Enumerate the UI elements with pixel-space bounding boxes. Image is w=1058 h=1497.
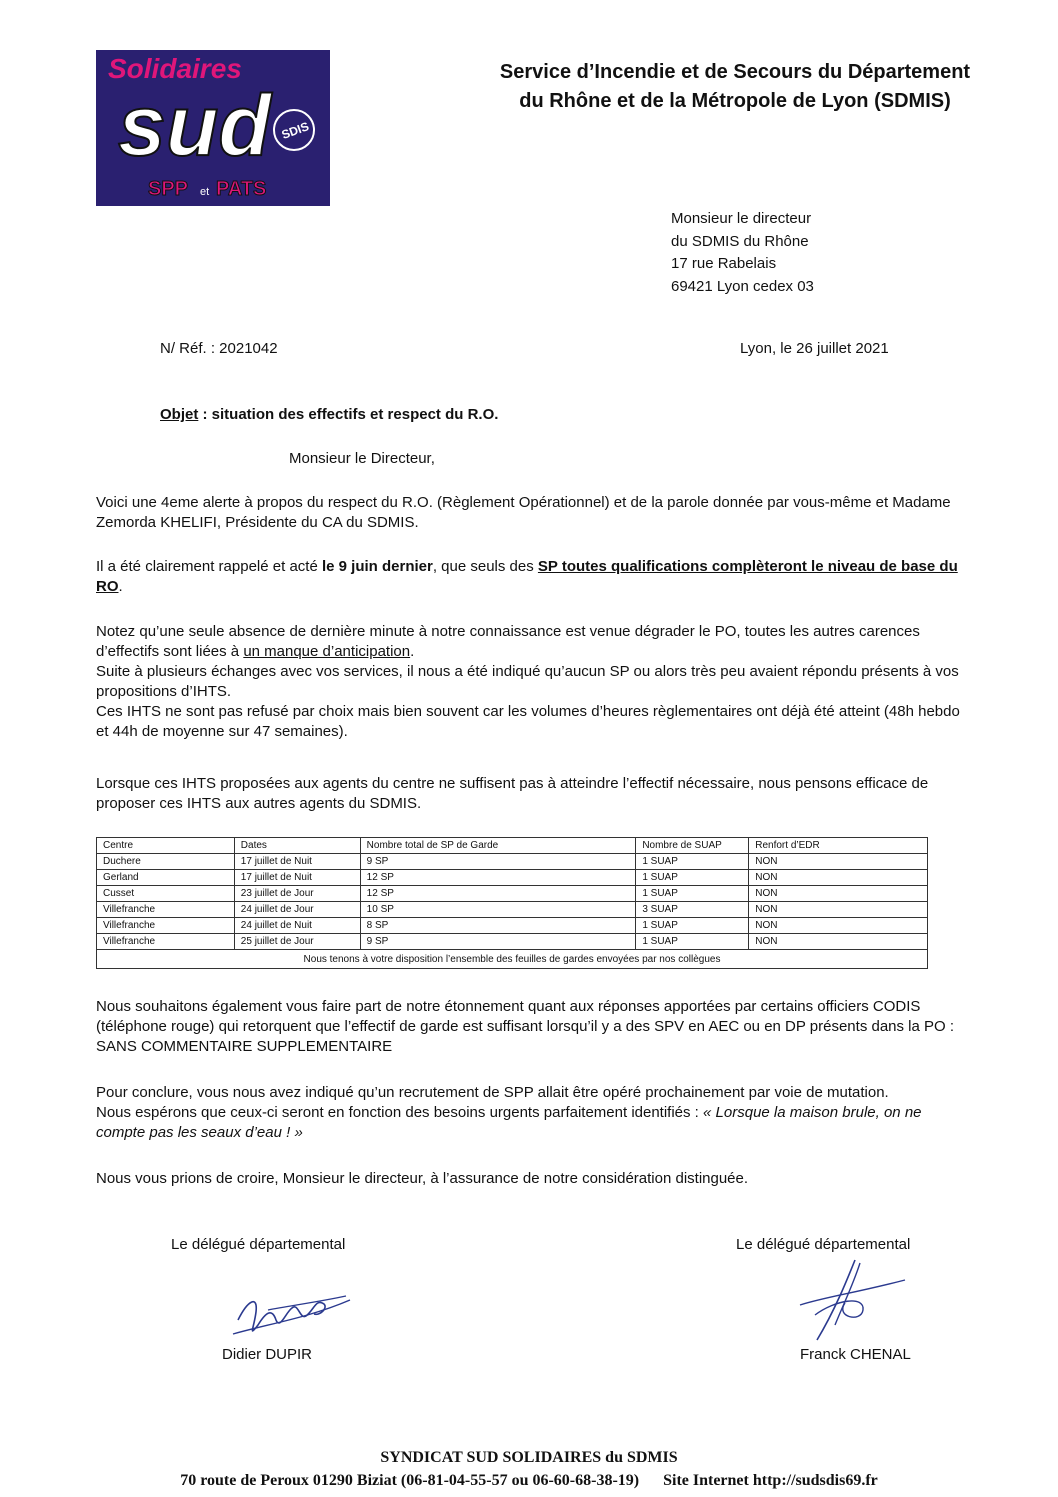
table-cell: NON <box>749 886 928 902</box>
closing-formula <box>96 1169 966 1189</box>
table-cell: NON <box>749 918 928 934</box>
table-cell: NON <box>749 934 928 950</box>
table-cell: Duchere <box>97 854 235 870</box>
paragraph-text: . <box>410 643 415 660</box>
paragraph-4 <box>96 774 966 814</box>
table-cell: NON <box>749 870 928 886</box>
table-cell: 12 SP <box>360 886 636 902</box>
paragraph-text: . <box>118 578 123 595</box>
paragraph-1 <box>96 493 966 533</box>
signature-right-name: Franck CHENAL <box>800 1346 911 1363</box>
footer-line-1: SYNDICAT SUD SOLIDAIRES du SDMIS <box>380 1449 678 1466</box>
table-cell: 1 SUAP <box>636 886 749 902</box>
table-row <box>97 854 928 870</box>
paragraph-quote: « Lorsque la maison brule, on ne compte pas les seaux d’eau ! » <box>96 1104 922 1141</box>
table-cell: 24 juillet de Nuit <box>234 918 360 934</box>
table-cell: Gerland <box>97 870 235 886</box>
letter-date: Lyon, le 26 juillet 2021 <box>740 340 889 357</box>
paragraph-text: Ces IHTS ne sont pas refusé par choix mais bien souvent car les volumes d’heures règlementaires ont déjà été atteint (48h hebdo et 44h de moyenne sur 47 semaines). <box>96 703 960 740</box>
column-header: Nombre de SUAP <box>636 838 749 854</box>
logo-graphic <box>96 50 330 206</box>
table-row <box>97 870 928 886</box>
logo-bottom-text-a: SPP <box>148 178 189 200</box>
paragraph-text: Notez qu’une seule absence de dernière minute à notre connaissance est venue dégrader le PO, toutes les autres carences d’effectifs sont liées à <box>96 623 920 660</box>
table-cell: 9 SP <box>360 934 636 950</box>
paragraph-text: Nous vous prions de croire, Monsieur le directeur, à l’assurance de notre considération distinguée. <box>96 1170 749 1187</box>
table-cell: 10 SP <box>360 902 636 918</box>
header-title <box>440 58 1030 116</box>
recipient-address <box>671 208 814 298</box>
table-cell: Villefranche <box>97 934 235 950</box>
column-header: Nombre total de SP de Garde <box>360 838 636 854</box>
table-footer-row <box>97 950 928 969</box>
paragraph-emphasis: SP toutes qualifications complèteront le niveau de base du RO <box>96 558 958 595</box>
page-footer <box>0 1446 1058 1492</box>
paragraph-6 <box>96 1083 966 1143</box>
table-cell: 8 SP <box>360 918 636 934</box>
logo-badge-text: SDIS <box>279 119 311 142</box>
paragraph-text: Nous espérons que ceux-ci seront en fonction des besoins urgents parfaitement identifiés : <box>96 1104 704 1121</box>
table-cell: 1 SUAP <box>636 854 749 870</box>
paragraph-underline: un manque d’anticipation <box>243 643 411 660</box>
table-cell: Villefranche <box>97 902 235 918</box>
paragraph-2 <box>96 557 966 597</box>
reference: N/ Réf. : 2021042 <box>160 340 278 357</box>
paragraph-5 <box>96 997 966 1057</box>
paragraph-text: Voici une 4eme alerte à propos du respect du R.O. (Règlement Opérationnel) et de la parole donnée par vous-même et Madame Zemorda KHELIFI, Présidente du CA du SDMIS. <box>96 494 951 531</box>
footer-line-2: 70 route de Peroux 01290 Biziat (06-81-04-55-57 ou 06-60-68-38-19) Site Internet http://sudsdis69.fr <box>180 1472 878 1489</box>
table-row <box>97 934 928 950</box>
table-cell: 23 juillet de Jour <box>234 886 360 902</box>
table-cell: 1 SUAP <box>636 870 749 886</box>
table-cell: Villefranche <box>97 918 235 934</box>
table-cell: 17 juillet de Nuit <box>234 854 360 870</box>
column-header: Renfort d’EDR <box>749 838 928 854</box>
paragraph-text: Lorsque ces IHTS proposées aux agents du centre ne suffisent pas à atteindre l’effectif nécessaire, nous pensons efficace de proposer ces IHTS aux autres agents du SDMIS. <box>96 775 929 812</box>
table-cell: 1 SUAP <box>636 934 749 950</box>
signature-left-image <box>228 1290 358 1344</box>
address-line: 17 rue Rabelais <box>671 255 777 272</box>
signature-left-name: Didier DUPIR <box>222 1346 313 1363</box>
salutation: Monsieur le Directeur, <box>289 450 435 467</box>
column-header: Dates <box>234 838 360 854</box>
paragraph-text: Suite à plusieurs échanges avec vos services, il nous a été indiqué qu’aucun SP ou alors très peu avaient répondu présents à vos propositions d’IHTS. <box>96 663 959 700</box>
paragraph-text: Nous souhaitons également vous faire part de notre étonnement quant aux réponses apportées par certains officiers CODIS (téléphone rouge) qui retorquent que l’effectif de garde est suffisant lorsqu’il y a des SPV en AEC ou en DP présents dans la PO : SANS COMMENTAIRE SUPPLEMENTAIRE <box>96 998 955 1055</box>
paragraph-emphasis: le 9 juin dernier <box>321 558 433 575</box>
subject-line <box>160 406 498 423</box>
table-row <box>97 918 928 934</box>
table-cell: NON <box>749 854 928 870</box>
signature-right-title: Le délégué départemental <box>736 1236 911 1253</box>
subject-label: Objet <box>160 406 199 423</box>
paragraph-text: , que seuls des <box>432 558 538 575</box>
header-line-2: du Rhône et de la Métropole de Lyon (SDMIS) <box>519 90 951 112</box>
address-line: Monsieur le directeur <box>671 210 812 227</box>
paragraph-text: Il a été clairement rappelé et acté <box>96 558 322 575</box>
table-cell: NON <box>749 902 928 918</box>
table-cell: 12 SP <box>360 870 636 886</box>
table-cell: Cusset <box>97 886 235 902</box>
subject-text: : situation des effectifs et respect du R.O. <box>198 406 499 423</box>
logo-main-text: sud <box>118 78 271 174</box>
header-line-1: Service d’Incendie et de Secours du Département <box>499 61 971 83</box>
table-header-row <box>97 838 928 854</box>
staffing-table-grid <box>96 837 928 969</box>
logo <box>96 50 330 206</box>
table-row <box>97 886 928 902</box>
table-cell: 24 juillet de Jour <box>234 902 360 918</box>
address-line: du SDMIS du Rhône <box>671 232 809 250</box>
table-cell: 9 SP <box>360 854 636 870</box>
table-cell: 3 SUAP <box>636 902 749 918</box>
table-cell: 17 juillet de Nuit <box>234 870 360 886</box>
table-footer-note: Nous tenons à votre disposition l’ensemble des feuilles de gardes envoyées par nos collègues <box>97 950 928 969</box>
logo-top-text: Solidaires <box>108 53 242 84</box>
address-line: 69421 Lyon cedex 03 <box>671 277 814 295</box>
column-header: Centre <box>97 838 235 854</box>
paragraph-text: Pour conclure, vous nous avez indiqué qu’un recrutement de SPP allait être opéré prochainement par voie de mutation. <box>96 1084 889 1101</box>
signature-left-title: Le délégué départemental <box>171 1236 346 1253</box>
staffing-table <box>96 837 928 969</box>
logo-bottom-text-join: et <box>200 186 210 198</box>
table-cell: 25 juillet de Jour <box>234 934 360 950</box>
signature-right-image <box>795 1255 910 1349</box>
table-cell: 1 SUAP <box>636 918 749 934</box>
paragraph-3 <box>96 622 966 742</box>
logo-bottom-text-b: PATS <box>216 178 267 200</box>
table-row <box>97 902 928 918</box>
